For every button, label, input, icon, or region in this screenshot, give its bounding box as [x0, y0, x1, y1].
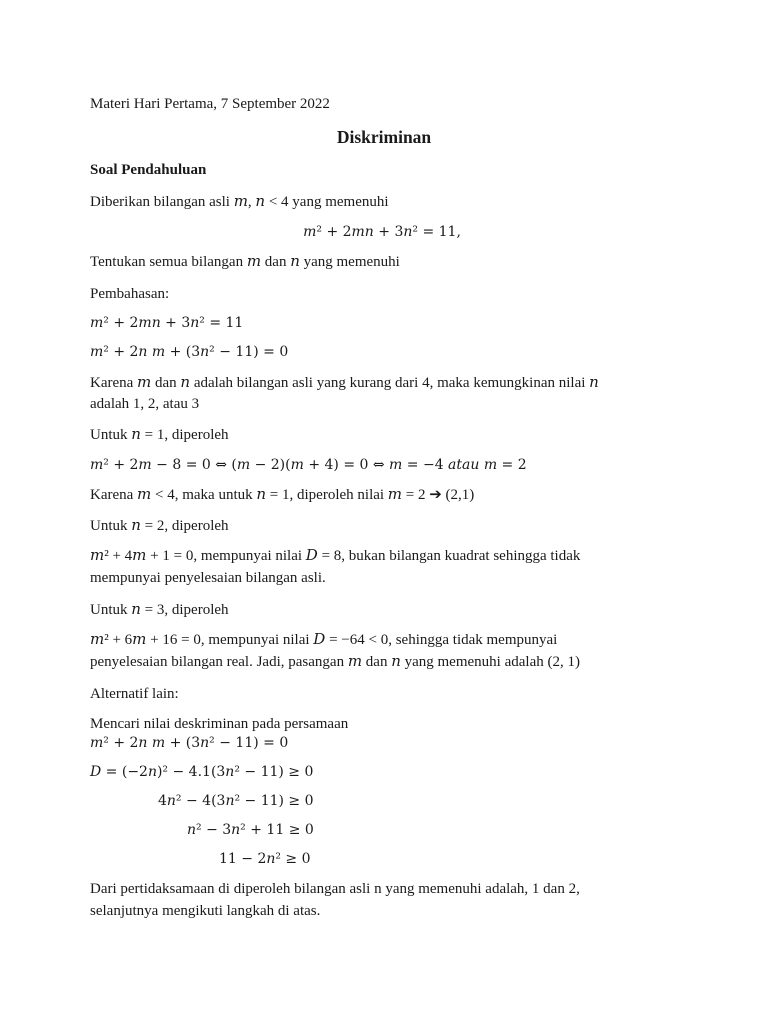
alternative-equation: 𝑚² + 2𝑛 𝑚 + (3𝑛² − 11) = 0: [90, 735, 289, 751]
case3-line-2: penyelesaian bilangan real. Jadi, pasangan 𝑚 dan 𝑛 yang memenuhi adalah (2, 1): [90, 654, 580, 670]
solution-eq1: 𝑚² + 2𝑚𝑛 + 3𝑛² = 11: [90, 315, 244, 331]
alternative-intro: Mencari nilai deskriminan pada persamaan: [90, 716, 349, 732]
conclusion-line-2: selanjutnya mengikuti langkah di atas.: [90, 903, 321, 919]
case2-line-1: 𝑚² + 4𝑚 + 1 = 0, mempunyai nilai 𝐷 = 8, bukan bilangan kuadrat sehingga tidak: [90, 548, 581, 564]
page-title: Diskriminan: [336, 127, 432, 147]
conclusion-line-1: Dari pertidaksamaan di diperoleh bilangan asli n yang memenuhi adalah, 1 dan 2,: [90, 881, 580, 897]
discriminant-step-3: 𝑛² − 3𝑛² + 11 ≥ 0: [187, 822, 314, 838]
discriminant-step-2: 4𝑛² − 4(3𝑛² − 11) ≥ 0: [158, 793, 314, 809]
problem-task: Tentukan semua bilangan 𝑚 dan 𝑛 yang memenuhi: [90, 254, 400, 270]
case3-heading: Untuk 𝑛 = 3, diperoleh: [90, 602, 229, 618]
reason-line-2: adalah 1, 2, atau 3: [90, 396, 200, 412]
case1-heading: Untuk 𝑛 = 1, diperoleh: [90, 427, 229, 443]
date-line: Materi Hari Pertama, 7 September 2022: [90, 96, 330, 112]
problem-equation: 𝑚² + 2𝑚𝑛 + 3𝑛² = 11,: [303, 224, 461, 240]
reason-line-1: Karena 𝑚 dan 𝑛 adalah bilangan asli yang kurang dari 4, maka kemungkinan nilai 𝑛: [90, 375, 599, 391]
discriminant-step-1: 𝐷 = (−2𝑛)² − 4.1(3𝑛² − 11) ≥ 0: [90, 764, 314, 780]
case1-result: Karena 𝑚 < 4, maka untuk 𝑛 = 1, diperoleh nilai 𝑚 = 2 ➔ (2,1): [90, 487, 475, 503]
case2-heading: Untuk 𝑛 = 2, diperoleh: [90, 518, 229, 534]
case1-equation: 𝑚² + 2𝑚 − 8 = 0 ⇔ (𝑚 − 2)(𝑚 + 4) = 0 ⇔ 𝑚 = −4 𝑎𝑡𝑎𝑢 𝑚 = 2: [90, 457, 527, 473]
solution-label: Pembahasan:: [90, 286, 170, 302]
case3-line-1: 𝑚² + 6𝑚 + 16 = 0, mempunyai nilai 𝐷 = −64 < 0, sehingga tidak mempunyai: [90, 632, 558, 648]
section-heading: Soal Pendahuluan: [90, 162, 207, 178]
problem-given: Diberikan bilangan asli 𝑚, 𝑛 < 4 yang memenuhi: [90, 194, 389, 210]
alternative-label: Alternatif lain:: [90, 686, 179, 702]
discriminant-step-4: 11 − 2𝑛² ≥ 0: [219, 851, 311, 867]
solution-eq2: 𝑚² + 2𝑛 𝑚 + (3𝑛² − 11) = 0: [90, 344, 289, 360]
case2-line-2: mempunyai penyelesaian bilangan asli.: [90, 570, 326, 586]
